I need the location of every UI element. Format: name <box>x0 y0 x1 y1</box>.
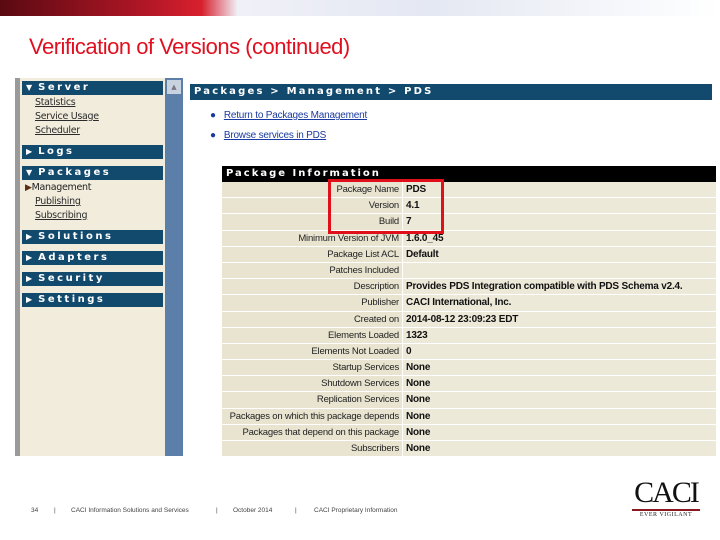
slide-title: Verification of Versions (continued) <box>29 34 350 59</box>
scrollbar[interactable] <box>165 78 183 456</box>
row-value: 1.6.0_45 <box>403 231 716 246</box>
row-label: Description <box>222 279 402 294</box>
row-label: Packages that depend on this package <box>222 425 402 440</box>
browse-services-link[interactable]: Browse services in PDS <box>223 130 327 141</box>
table-row <box>222 231 716 247</box>
table-row <box>222 247 716 263</box>
sidebar-item-scheduler[interactable]: Scheduler <box>35 125 80 136</box>
row-value: 7 <box>403 214 716 229</box>
row-value: PDS <box>403 182 716 197</box>
row-label: Build <box>222 214 402 229</box>
table-row <box>222 360 716 376</box>
triangle-down-icon: ▼ <box>26 168 33 177</box>
row-value: Provides PDS Integration compatible with PDS Schema v2.4. <box>403 279 716 294</box>
sidebar-section-security[interactable]: ▶ Security <box>22 272 163 286</box>
bullet-icon: ● <box>210 110 216 121</box>
table-row <box>222 295 716 311</box>
breadcrumb: Packages > Management > PDS <box>190 84 712 100</box>
row-value: CACI International, Inc. <box>403 295 716 310</box>
row-value: None <box>403 425 716 440</box>
triangle-right-icon: ▶ <box>26 147 33 156</box>
footer-date: October 2014 <box>233 507 273 514</box>
row-label: Package Name <box>222 182 402 197</box>
footer-separator: | <box>295 507 297 514</box>
page-number: 34 <box>31 507 39 514</box>
header-band <box>0 0 720 16</box>
footer-notice: CACI Proprietary Information <box>314 507 398 514</box>
row-value: 2014-08-12 23:09:23 EDT <box>403 312 716 327</box>
row-value: Default <box>403 247 716 262</box>
row-value: 1323 <box>403 328 716 343</box>
row-label: Version <box>222 198 402 213</box>
table-row <box>222 392 716 408</box>
table-row <box>222 312 716 328</box>
row-value: 0 <box>403 344 716 359</box>
row-value: None <box>403 392 716 407</box>
triangle-right-icon: ▶ <box>26 295 33 304</box>
sidebar-section-adapters[interactable]: ▶ Adapters <box>22 251 163 265</box>
table-title: Package Information <box>222 166 716 182</box>
triangle-down-icon: ▼ <box>26 83 33 92</box>
bullet-icon: ● <box>210 130 216 141</box>
row-label: Elements Not Loaded <box>222 344 402 359</box>
row-label: Elements Loaded <box>222 328 402 343</box>
sidebar-item-management[interactable]: ▶Management <box>25 182 92 193</box>
scroll-up-icon[interactable]: ▲ <box>167 80 181 94</box>
link-item <box>210 110 367 121</box>
table-row <box>222 441 716 457</box>
triangle-right-icon: ▶ <box>26 232 33 241</box>
triangle-right-icon: ▶ <box>26 253 33 262</box>
row-value <box>403 263 716 278</box>
row-label: Startup Services <box>222 360 402 375</box>
sidebar-item-subscribing[interactable]: Subscribing <box>35 210 88 221</box>
table-row <box>222 182 716 198</box>
sidebar-section-solutions[interactable]: ▶ Solutions <box>22 230 163 244</box>
table-row <box>222 279 716 295</box>
package-info-table <box>222 166 716 457</box>
return-to-management-link[interactable]: Return to Packages Management <box>223 110 368 121</box>
row-value: None <box>403 360 716 375</box>
row-label: Packages on which this package depends <box>222 409 402 424</box>
row-value: None <box>403 409 716 424</box>
table-row <box>222 198 716 214</box>
table-row <box>222 263 716 279</box>
footer-company: CACI Information Solutions and Services <box>71 507 189 514</box>
current-arrow-icon: ▶ <box>25 183 32 193</box>
sidebar-item-statistics[interactable]: Statistics <box>35 97 76 108</box>
row-label: Subscribers <box>222 441 402 456</box>
row-label: Minimum Version of JVM <box>222 231 402 246</box>
row-label: Shutdown Services <box>222 376 402 391</box>
row-value: None <box>403 441 716 456</box>
triangle-right-icon: ▶ <box>26 274 33 283</box>
table-row <box>222 425 716 441</box>
link-item <box>210 130 326 141</box>
table-row <box>222 344 716 360</box>
row-label: Publisher <box>222 295 402 310</box>
table-row <box>222 376 716 392</box>
sidebar-item-publishing[interactable]: Publishing <box>35 196 81 207</box>
sidebar-section-settings[interactable]: ▶ Settings <box>22 293 163 307</box>
row-label: Package List ACL <box>222 247 402 262</box>
sidebar-section-server[interactable]: ▼ Server <box>22 81 163 95</box>
sidebar-section-packages[interactable]: ▼ Packages <box>22 166 163 180</box>
table-row <box>222 328 716 344</box>
row-value: 4.1 <box>403 198 716 213</box>
footer-separator: | <box>216 507 218 514</box>
row-label: Replication Services <box>222 392 402 407</box>
table-row <box>222 214 716 230</box>
footer-separator: | <box>54 507 56 514</box>
caci-logo: CACI EVER VIGILANT <box>630 478 702 518</box>
table-row <box>222 409 716 425</box>
row-label: Patches Included <box>222 263 402 278</box>
row-value: None <box>403 376 716 391</box>
sidebar-item-service-usage[interactable]: Service Usage <box>35 111 99 122</box>
sidebar-section-logs[interactable]: ▶ Logs <box>22 145 163 159</box>
row-label: Created on <box>222 312 402 327</box>
